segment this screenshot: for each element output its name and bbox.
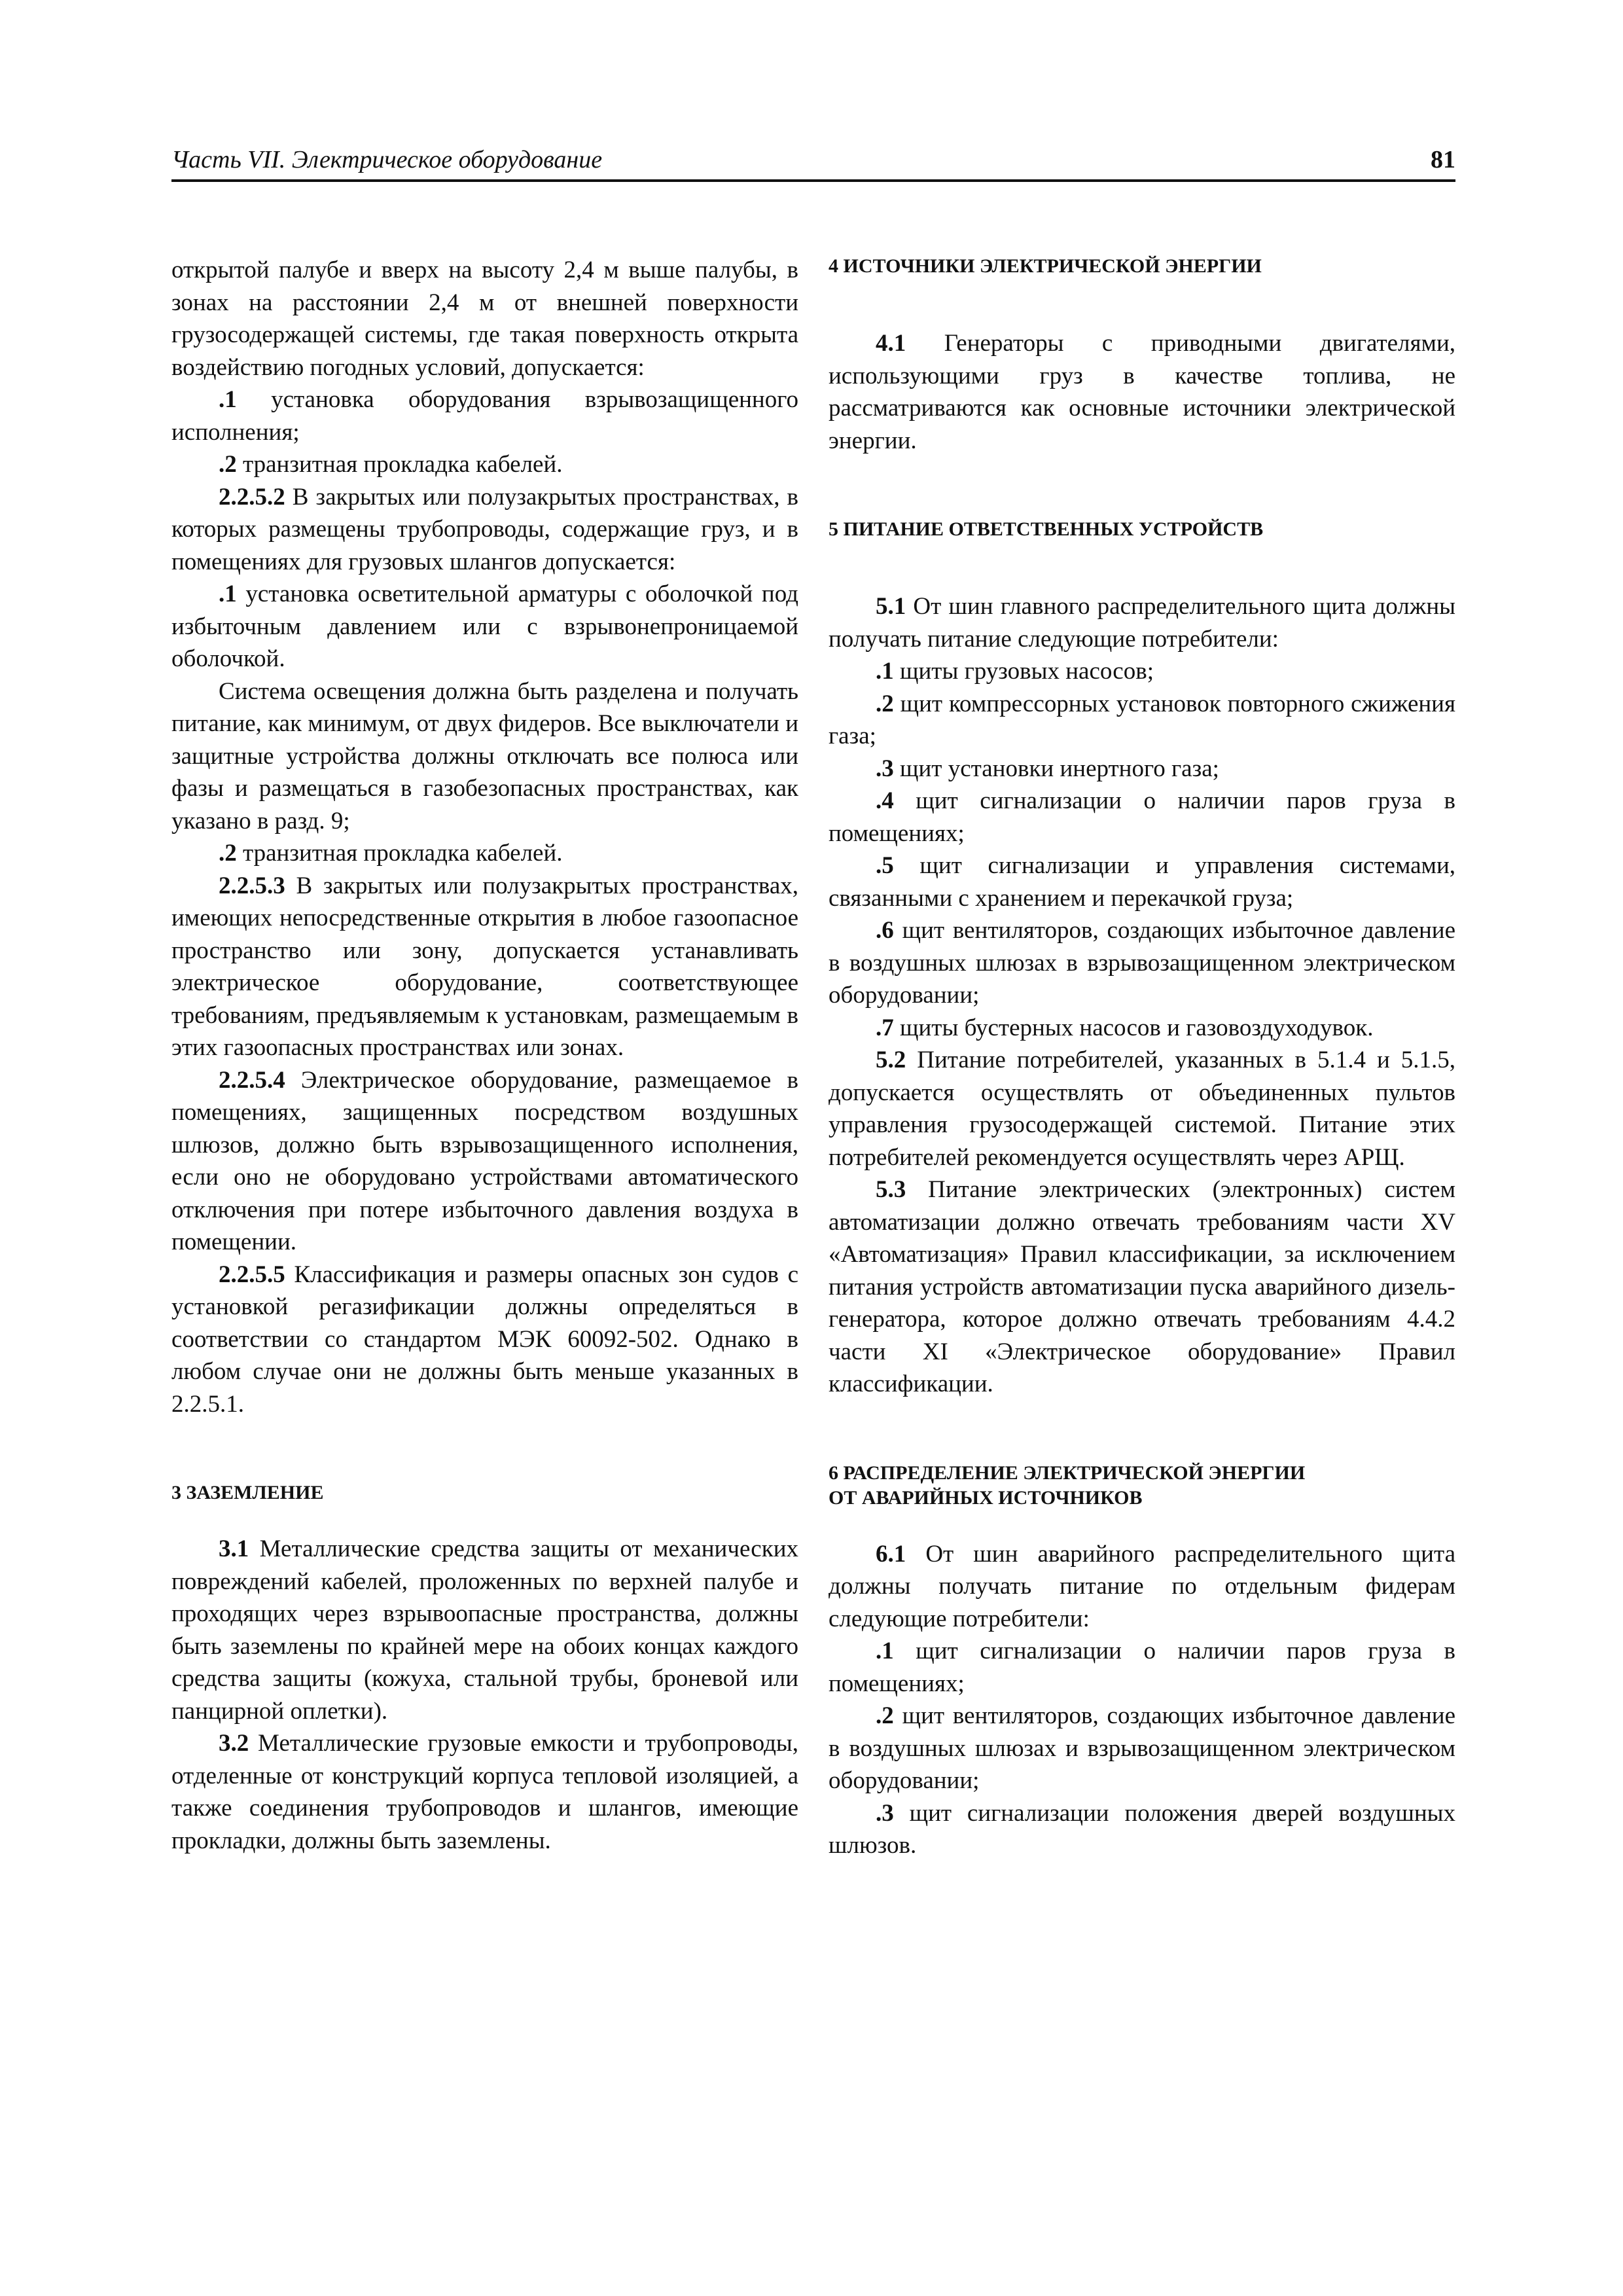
list-item	[829, 1700, 1455, 1797]
clause	[829, 1044, 1455, 1174]
spacer	[829, 542, 1455, 590]
item-number: .5	[876, 852, 894, 879]
clause	[829, 590, 1455, 655]
clause	[171, 1533, 798, 1727]
heading-line: 6 РАСПРЕДЕЛЕНИЕ ЭЛЕКТРИЧЕСКОЙ ЭНЕРГИИ	[829, 1462, 1306, 1484]
clause-number: 2.2.5.3	[219, 872, 285, 899]
item-text: щит сигнализации о наличии паров груза в помещениях;	[829, 787, 1455, 847]
clause	[171, 481, 798, 579]
item-text: щиты грузовых насосов;	[893, 658, 1154, 685]
list-item	[171, 384, 798, 448]
item-text: щиты бустерных насосов и газовоздуходувок.	[893, 1014, 1374, 1041]
spacer	[829, 279, 1455, 327]
clause	[829, 1538, 1455, 1636]
clause-text: Металлические средства защиты от механических повреждений кабелей, проложенных по верхней палубе и проходящих через взрывоопасные пространства, должны быть заземлены по крайней мере на обоих концах каждого средства защиты (кожуха, стальной трубы, броневой или панцирной оплетки).	[171, 1535, 798, 1725]
list-item	[171, 578, 798, 675]
list-item	[829, 850, 1455, 914]
clause	[171, 1259, 798, 1421]
item-number: .3	[876, 755, 894, 782]
clause-text: Питание потребителей, указанных в 5.1.4 и 5.1.5, допускается осуществлять от объединенных пультов управления грузосодержащей системой. Питание этих потребителей рекомендуется осуществлять через АРЩ.	[829, 1047, 1455, 1171]
clause	[171, 870, 798, 1064]
item-number: .1	[219, 581, 237, 607]
item-text: щит установки инертного газа;	[893, 755, 1219, 782]
item-text: щит вентиляторов, создающих избыточное давление в воздушных шлюзах и взрывозащищенном электрическом оборудовании;	[829, 1702, 1455, 1794]
section-heading-4: 4 ИСТОЧНИКИ ЭЛЕКТРИЧЕСКОЙ ЭНЕРГИИ	[829, 255, 1262, 277]
item-text: транзитная прокладка кабелей.	[236, 451, 563, 478]
list-item	[829, 914, 1455, 1012]
clause-text: Металлические грузовые емкости и трубопроводы, отделенные от конструкций корпуса тепловой изоляцией, а также соединения трубопроводов и шлангов, имеющие прокладки, должны быть заземлены.	[171, 1730, 798, 1854]
clause-text: От шин главного распределительного щита должны получать питание следующие потребители:	[829, 593, 1455, 653]
list-item	[829, 688, 1455, 753]
item-number: .2	[876, 690, 894, 717]
item-number: .2	[219, 451, 237, 478]
item-number: .1	[876, 658, 894, 685]
list-item	[171, 448, 798, 481]
spacer	[829, 457, 1455, 517]
clause-text: Питание электрических (электронных) систем автоматизации должно отвечать требованиям части XV «Автоматизация» Правил классификации, за исключением питания устройств автоматизации пуска аварийного дизель-генератора, которое должно отвечать требованиям 4.4.2 части XI «Электрическое оборудование» Правил классификации.	[829, 1176, 1455, 1397]
running-header	[171, 145, 1455, 182]
spacer	[171, 1420, 798, 1480]
list-item	[829, 655, 1455, 688]
list-item	[829, 785, 1455, 850]
spacer	[171, 1505, 798, 1533]
list-item	[829, 1012, 1455, 1045]
item-number: .6	[876, 917, 894, 944]
header-title: Часть VII. Электрическое оборудование	[171, 146, 603, 173]
paragraph: Система освещения должна быть разделена и получать питание, как минимум, от двух фидеров. Все выключатели и защитные устройства должны отключать все полюса или фазы и размещаться в газобезопасных пространствах, как указано в разд. 9;	[171, 677, 798, 834]
section-heading-3: 3 ЗАЗЕМЛЕНИЕ	[171, 1482, 324, 1503]
page-number: 81	[1431, 146, 1455, 173]
item-number: .3	[876, 1799, 894, 1827]
clause-text: В закрытых или полузакрытых пространствах, имеющих непосредственные открытия в любое газоопасное пространство или зону, допускается устанавливать электрическое оборудование, соответствующее требованиям, предъявляемым к установкам, размещаемым в этих газоопасных пространствах или зонах.	[171, 872, 798, 1061]
left-column	[171, 254, 798, 1857]
clause	[829, 327, 1455, 457]
item-number: .4	[876, 787, 894, 814]
spacer	[829, 1401, 1455, 1461]
clause-number: 4.1	[876, 330, 906, 357]
clause-text: Генераторы с приводными двигателями, использующими груз в качестве топлива, не рассматриваются как основные источники электрической энергии.	[829, 330, 1455, 454]
item-text: щит сигнализации положения дверей воздушных шлюзов.	[829, 1799, 1455, 1859]
clause-text: От шин аварийного распределительного щита должны получать питание по отдельным фидерам следующие потребители:	[829, 1540, 1455, 1632]
item-text: транзитная прокладка кабелей.	[236, 840, 563, 867]
item-text: щит вентиляторов, создающих избыточное давление в воздушных шлюзах в взрывозащищенном электрическом оборудовании;	[829, 917, 1455, 1009]
clause	[829, 1174, 1455, 1401]
clause-number: 3.1	[219, 1535, 249, 1562]
item-text: щит сигнализации и управления системами, связанными с хранением и перекачкой груза;	[829, 852, 1455, 912]
item-text: щит компрессорных установок повторного сжижения газа;	[829, 690, 1455, 749]
item-number: .2	[219, 840, 237, 867]
list-item	[829, 753, 1455, 785]
clause-number: 2.2.5.2	[219, 483, 285, 511]
paragraph: открытой палубе и вверх на высоту 2,4 м выше палубы, в зонах на расстоянии 2,4 м от внешней поверхности грузосодержащей системы, где такая поверхность открыта воздействию погодных условий, допускается:	[171, 257, 798, 381]
clause	[171, 1727, 798, 1857]
clause-number: 5.3	[876, 1176, 906, 1203]
clause-text: Классификация и размеры опасных зон судов с установкой регазификации должны определяться в соответствии со стандартом МЭК 60092-502. Однако в любом случае они не должны быть меньше указанных в 2.2.5.1.	[171, 1261, 798, 1418]
item-number: .7	[876, 1014, 894, 1041]
list-item	[829, 1635, 1455, 1700]
clause-number: 3.2	[219, 1730, 249, 1757]
item-text: установка осветительной арматуры с оболочкой под избыточным давлением или с взрывонепроницаемой оболочкой.	[171, 581, 798, 672]
spacer	[829, 1511, 1455, 1538]
section-heading-6	[829, 1461, 1455, 1511]
item-text: щит сигнализации о наличии паров груза в помещениях;	[829, 1638, 1455, 1697]
item-number: .1	[876, 1638, 894, 1664]
clause-number: 6.1	[876, 1540, 906, 1568]
clause-number: 2.2.5.4	[219, 1066, 285, 1094]
item-number: .2	[876, 1702, 894, 1729]
right-column	[829, 254, 1455, 1862]
clause	[171, 1064, 798, 1259]
clause-number: 2.2.5.5	[219, 1261, 285, 1288]
list-item	[829, 1797, 1455, 1862]
item-text: установка оборудования взрывозащищенного исполнения;	[171, 386, 798, 446]
clause-text: В закрытых или полузакрытых пространствах, в которых размещены трубопроводы, содержащие груз, и в помещениях для грузовых шлангов допускается:	[171, 483, 798, 575]
heading-line: ОТ АВАРИЙНЫХ ИСТОЧНИКОВ	[829, 1486, 1143, 1509]
clause-number: 5.1	[876, 593, 906, 620]
item-number: .1	[219, 386, 237, 413]
clause-number: 5.2	[876, 1047, 906, 1073]
list-item	[171, 837, 798, 870]
section-heading-5: 5 ПИТАНИЕ ОТВЕТСТВЕННЫХ УСТРОЙСТВ	[829, 518, 1264, 540]
clause-text: Электрическое оборудование, размещаемое в помещениях, защищенных посредством воздушных шлюзов, должно быть взрывозащищенного исполнения, если оно не оборудовано устройствами автоматического отключения при потере избыточного давления воздуха в помещении.	[171, 1066, 798, 1255]
